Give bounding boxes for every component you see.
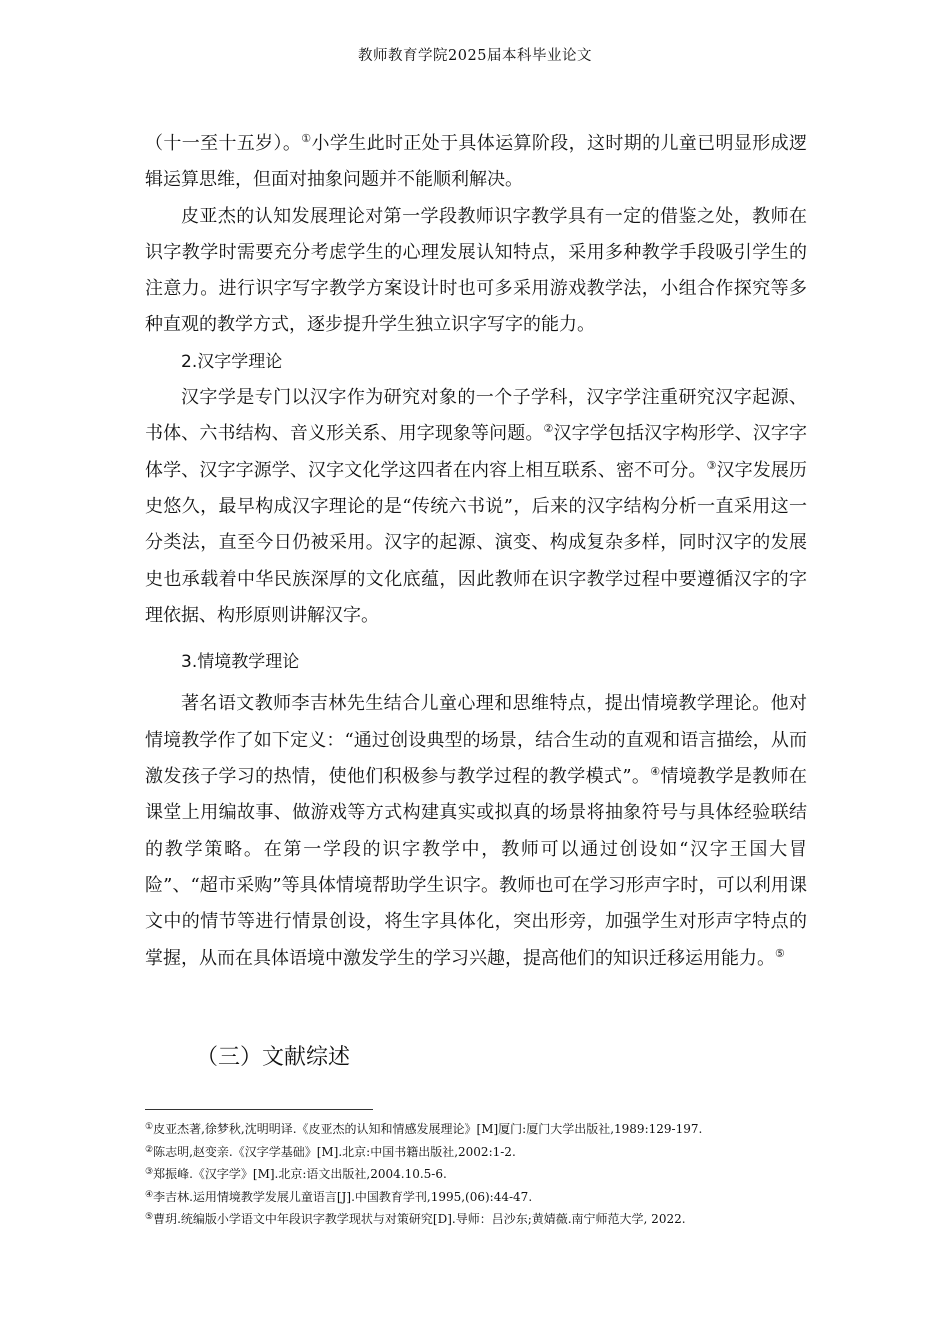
section-heading-literature-review: （三）文献综述 [196,1045,351,1070]
paragraph-2: 皮亚杰的认知发展理论对第一学段教师识字教学具有一定的借鉴之处，教师在识字教学时需要充分考虑学生的心理发展认知特点，采用多种教学手段吸引学生的注意力。进行识字写字教学方案设计时也可多采用游戏教学法，小组合作探究等多种直观的教学方式，逐步提升学生独立识字写字的能力。 [145,205,807,336]
paragraph-1-rest: 小学生此时正处于具体运算阶段，这时期的儿童已明显形成逻辑运算思维，但面对抽象问题并不能顺利解决。 [145,133,807,191]
footnote-ref-3[interactable]: ③ [706,458,717,472]
subheading-situational-teaching: 3.情境教学理论 [181,652,300,673]
paragraph-3-part-a: 汉字学是专门以汉字作为研究对象的一个子学科，汉字学注重研究汉字起源、书体、六书结构、音义形关系、用字现象等问题。 [145,387,807,445]
body-text [145,126,807,977]
subheading-hanzi-theory: 2.汉字学理论 [181,351,283,372]
footnote-text: 曹玥.统编版小学语文中年段识字教学现状与对策研究[D].导师：吕沙东;黄婧薇.南宁师范大学, 2022. [153,1212,686,1226]
footnote-item [145,1208,845,1231]
footnote-item [145,1163,845,1186]
paragraph-1-start: （十一至十五岁）。 [145,133,302,154]
footnotes [145,1118,845,1231]
paragraph-3-part-b: 汉字学包括汉字构形学、汉字字体学、汉字字源学、汉字文化学这四者在内容上相互联系、密不可分。 [145,423,808,481]
footnote-text: 陈志明,赵变亲.《汉字学基础》[M].北京:中国书籍出版社,2002:1-2. [153,1144,516,1159]
footnote-mark: ④ [145,1189,154,1200]
paragraph-3-part-c: 汉字发展历史悠久，最早构成汉字理论的是“传统六书说”，后来的汉字结构分析一直采用这一分类法，直至今日仍被采用。汉字的起源、演变、构成复杂多样，同时汉字的发展史也承载着中华民族深厚的文化底蕴，因此教师在识字教学过程中要遵循汉字的字理依据、构形原则讲解汉字。 [145,459,808,626]
paragraph-1 [145,126,807,199]
footnote-ref-1[interactable]: ① [301,132,312,145]
footnote-mark: ② [145,1144,154,1155]
footnote-mark: ⑤ [145,1212,154,1222]
footnote-text: 郑振峰.《汉字学》[M].北京:语文出版社,2004.10.5-6. [153,1167,447,1181]
paragraph-4-part-b: 情境教学是教师在课堂上用编故事、做游戏等方式构建真实或拟真的场景将抽象符号与具体经验联结的教学策略。在第一学段的识字教学中，教师可以通过创设如“汉字王国大冒险”、“超市采购”等具体情境帮助学生识字。教师也可在学习形声字时，可以利用课文中的情节等进行情景创设，将生字具体化，突出形旁，加强学生对形声字特点的掌握，从而在具体语境中激发学生的学习兴趣，提高他们的知识迁移运用能力。 [145,766,807,969]
footnote-ref-2[interactable]: ② [543,422,554,436]
paragraph-3 [145,380,807,634]
footnote-mark: ① [145,1122,154,1132]
paragraph-4 [145,686,807,976]
footnote-item [145,1141,845,1164]
page-header: 教师教育学院2025届本科毕业论文 [358,48,592,64]
footnote-mark: ③ [145,1167,154,1177]
footnote-text: 皮亚杰著,徐梦秋,沈明明译.《皮亚杰的认知和情感发展理论》[M]厦门:厦门大学出版社,1989:129-197. [153,1122,703,1136]
paragraph-4-part-a: 著名语文教师李吉林先生结合儿童心理和思维特点，提出情境教学理论。他对情境教学作了如下定义：“通过创设典型的场景，结合生动的直观和语言描绘，从而激发孩子学习的热情，使他们积极参与教学过程的教学模式”。 [145,693,807,788]
footnote-item [145,1118,845,1141]
footnote-ref-5[interactable]: ⑤ [775,946,785,960]
footnote-divider [145,1109,373,1110]
footnote-item [145,1186,845,1209]
footnote-ref-4[interactable]: ④ [650,765,661,779]
footnote-text: 李吉林.运用情境教学发展儿童语言[J].中国教育学刊,1995,(06):44-47. [153,1189,533,1204]
